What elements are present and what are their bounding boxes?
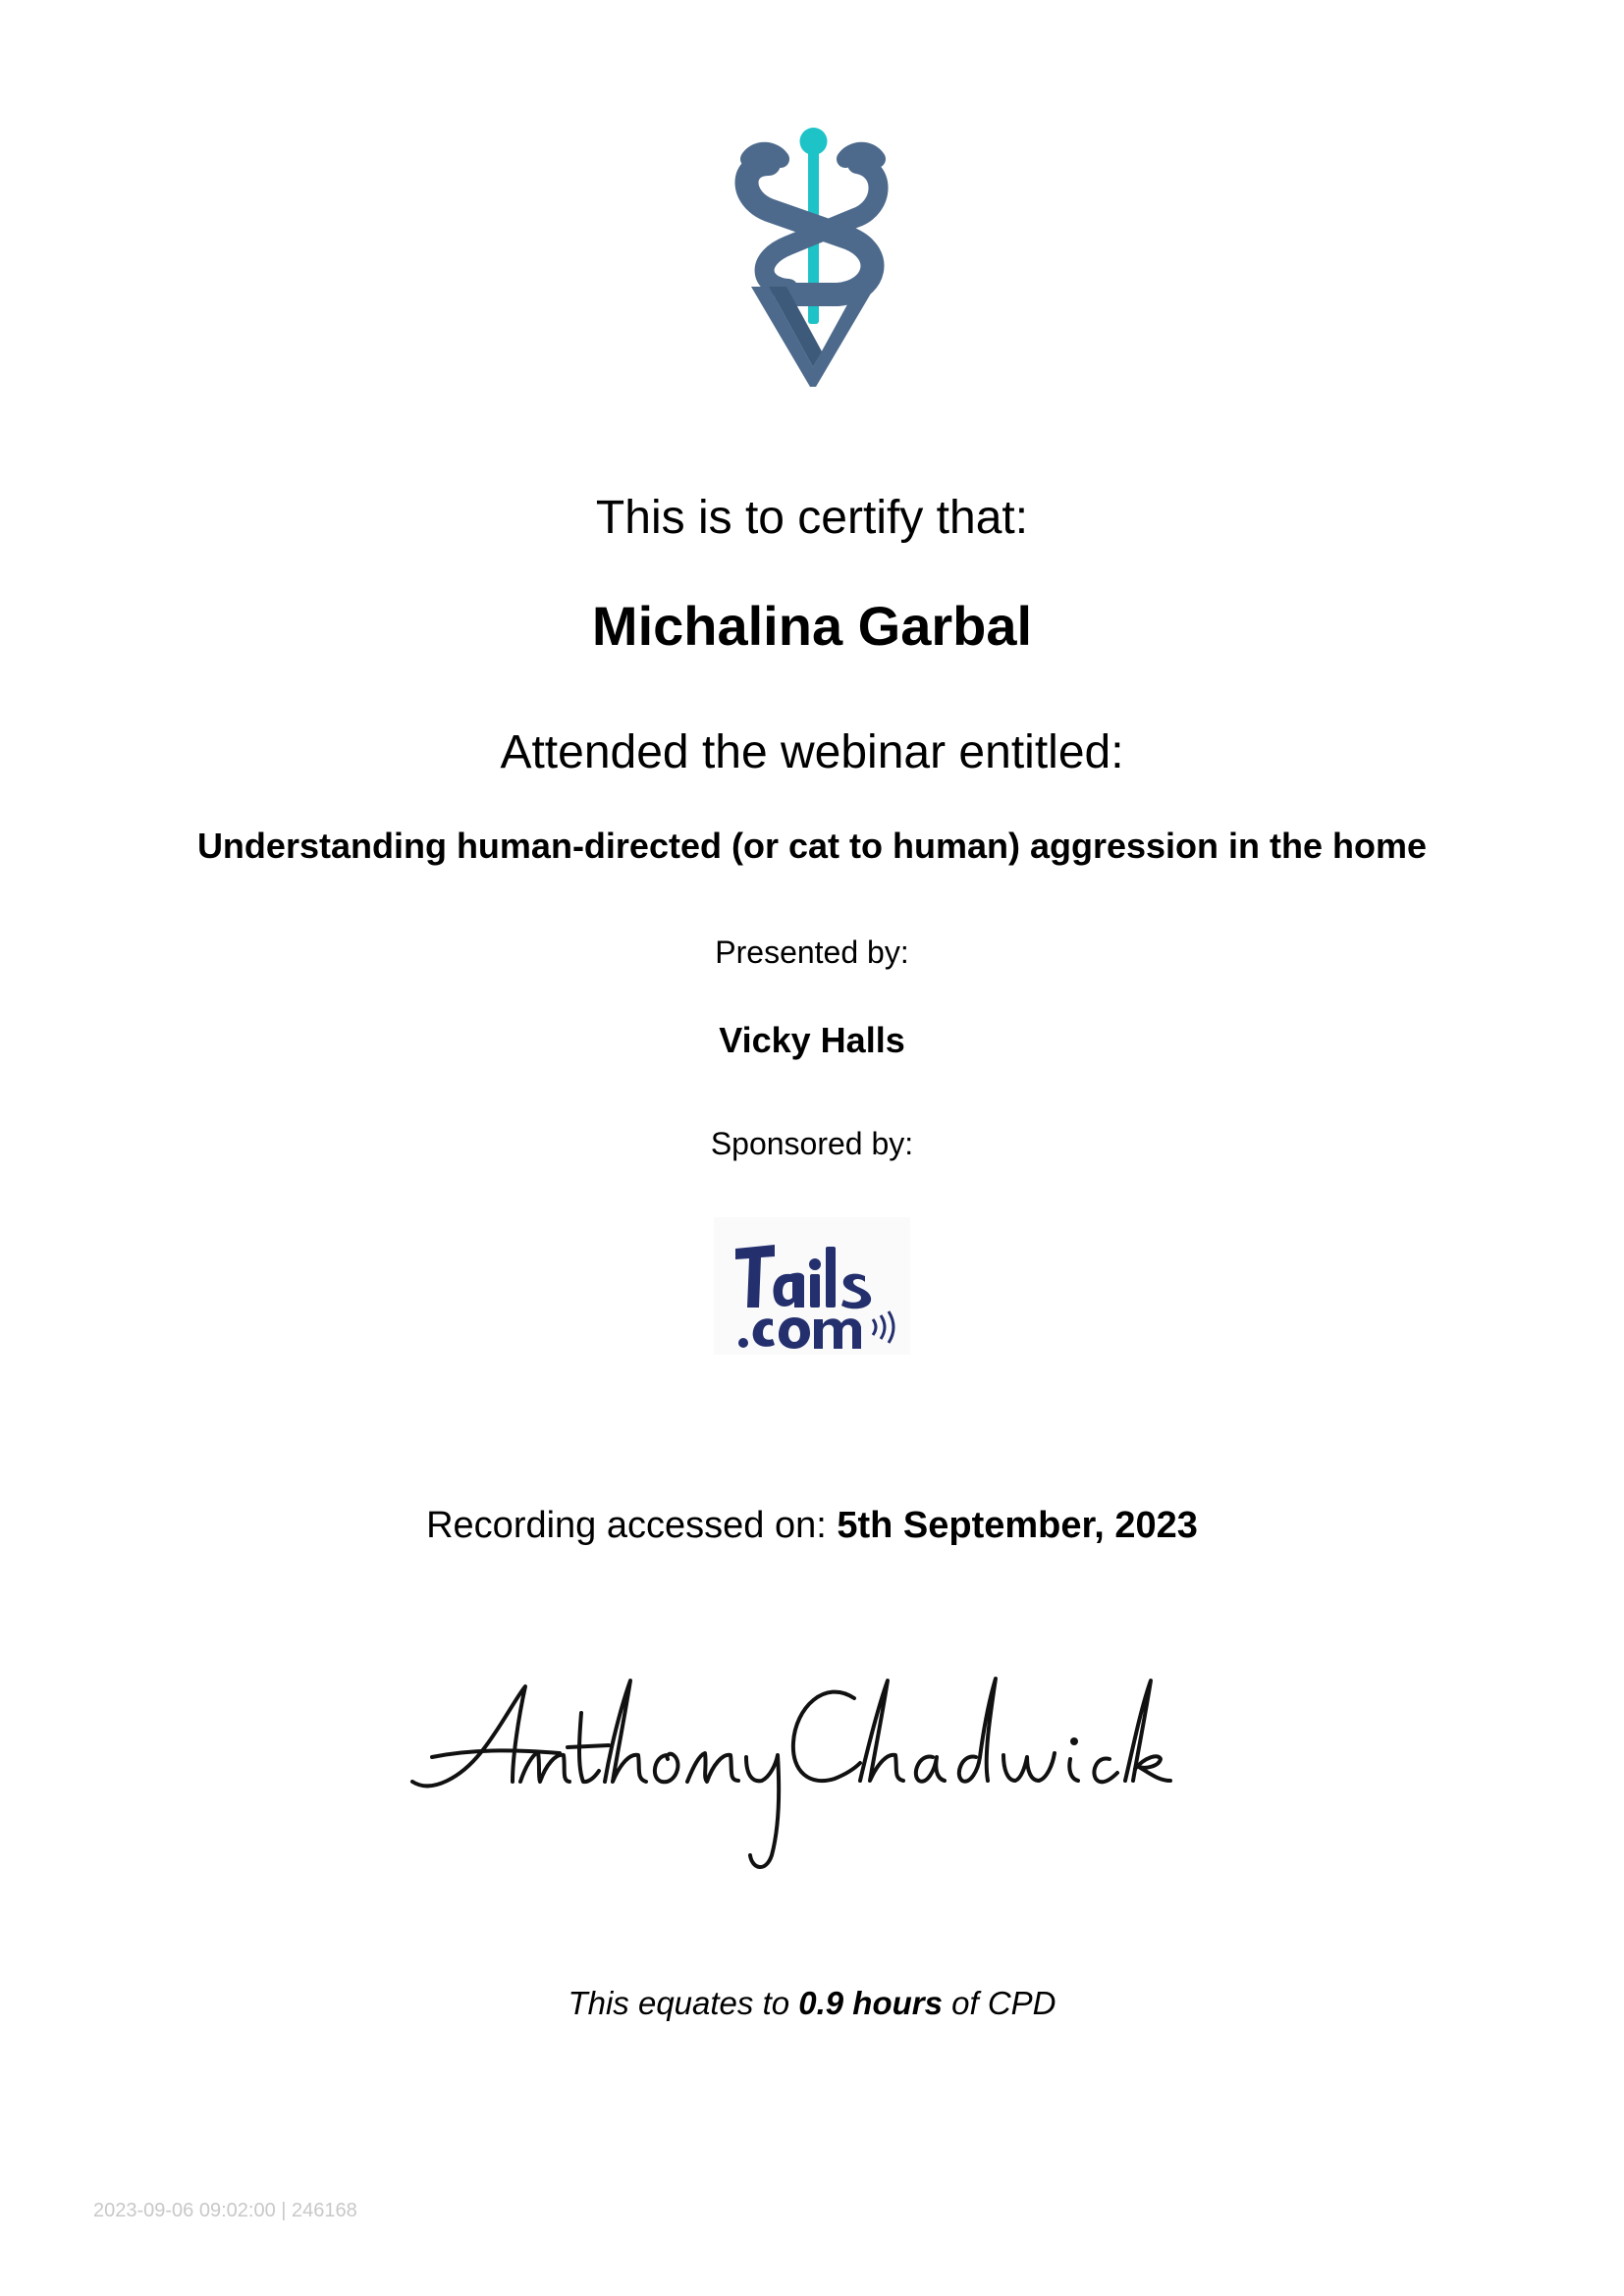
cpd-prefix: This equates to — [568, 1985, 799, 2021]
tails-com-logo-icon — [714, 1217, 910, 1355]
caduceus-logo-icon — [730, 120, 896, 390]
cpd-suffix: of CPD — [942, 1985, 1056, 2021]
cpd-statement — [0, 1983, 1624, 2024]
cpd-hours: 0.9 hours — [798, 1985, 943, 2021]
recording-label: Recording accessed on: — [426, 1505, 838, 1546]
webinar-title: Understanding human-directed (or cat to human) aggression in the home — [196, 826, 1428, 866]
presented-by-label: Presented by: — [715, 934, 909, 970]
footer-timestamp: 2023-09-06 09:02:00 | 246168 — [93, 2200, 357, 2221]
certify-text: This is to certify that: — [595, 492, 1029, 544]
recording-date: 5th September, 2023 — [837, 1505, 1198, 1546]
presenter-name: Vicky Halls — [719, 1020, 905, 1060]
sponsored-by-label: Sponsored by: — [710, 1126, 914, 1161]
recording-accessed-line — [0, 1502, 1624, 1549]
attended-text: Attended the webinar entitled: — [500, 726, 1124, 778]
recipient-name: Michalina Garbal — [591, 595, 1033, 657]
signature-icon — [403, 1659, 1227, 1885]
